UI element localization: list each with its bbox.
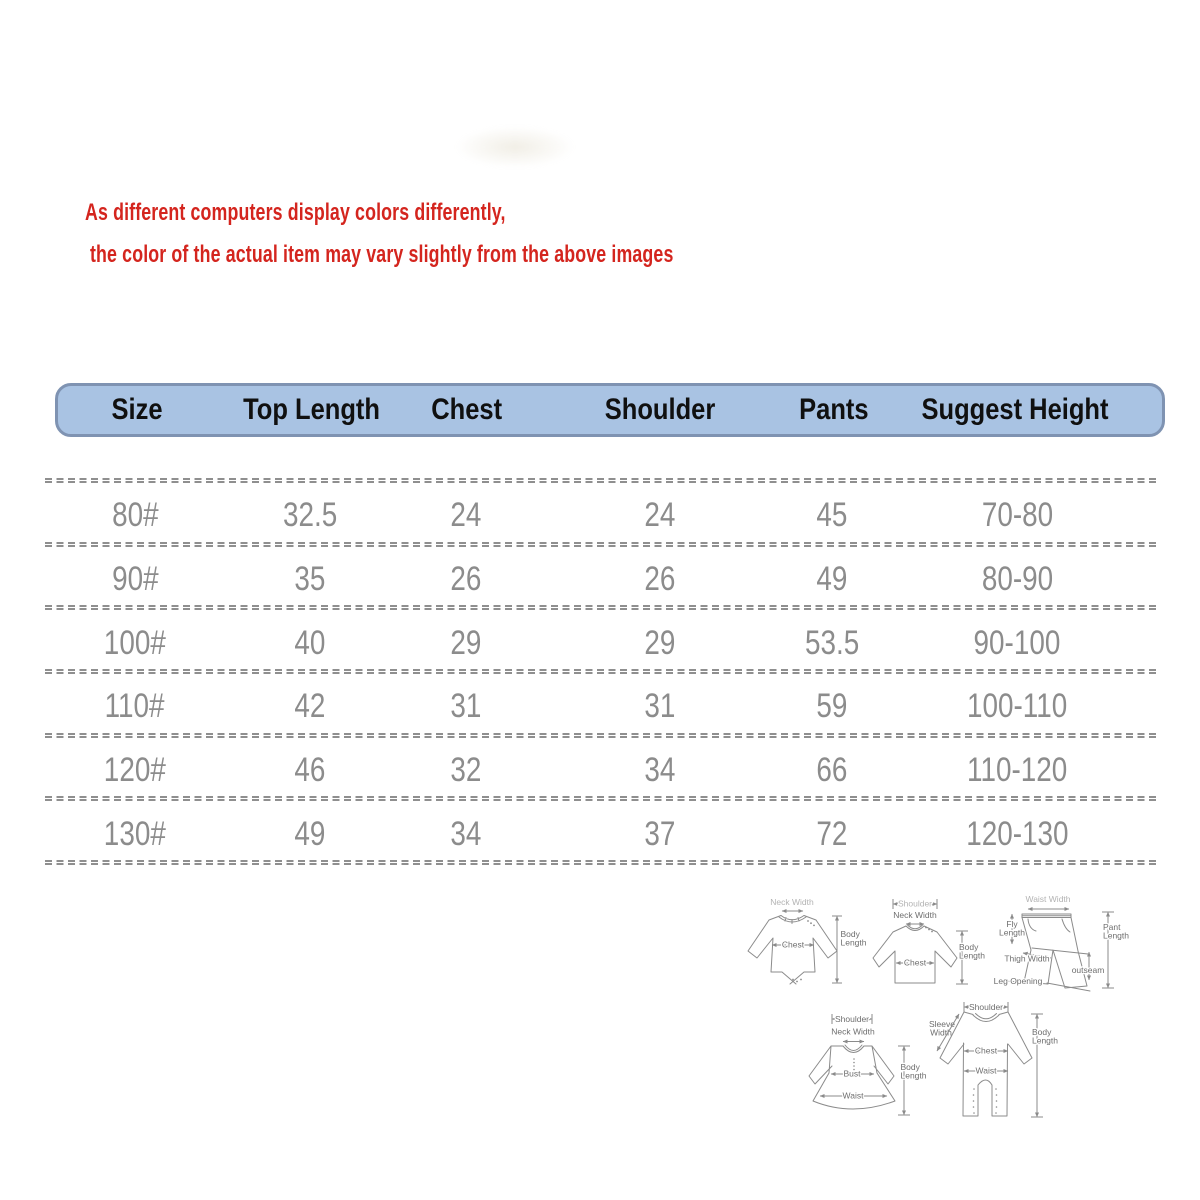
pants-fly-length-label: Fly — [1006, 919, 1018, 929]
size-table-body — [55, 478, 1165, 865]
bodysuit-neck-width-label: Neck Width — [770, 897, 814, 907]
bodysuit-outline — [748, 916, 837, 985]
table-cell-suggest-height: 100-110 — [967, 687, 1068, 726]
table-row — [55, 542, 1165, 606]
table-cell-size: 110# — [104, 687, 165, 726]
romper-snap-dot — [995, 1112, 997, 1114]
dress-body-length-label: Body — [900, 1062, 920, 1072]
table-cell-top-length: 35 — [294, 560, 326, 599]
shirt-body-length-label: Length — [959, 950, 985, 961]
romper-waist-label: Waist — [975, 1065, 997, 1076]
table-cell-top-length: 49 — [294, 814, 326, 853]
table-cell-pants: 59 — [816, 687, 848, 726]
table-cell-shoulder: 24 — [644, 496, 676, 535]
bodysuit-crotch-dot — [792, 979, 794, 981]
table-cell-shoulder: 37 — [644, 814, 676, 853]
bodysuit-body-length-label: Length — [840, 937, 867, 948]
romper-snap-dot — [973, 1088, 975, 1090]
romper-body-length-label: Length — [1032, 1035, 1058, 1046]
color-disclaimer-line1: As different computers display colors differently, — [85, 199, 506, 226]
header-cell-label: Suggest Height — [921, 393, 1109, 426]
table-cell-shoulder: 29 — [644, 623, 676, 662]
table-cell-chest: 29 — [450, 623, 482, 662]
table-cell-shoulder: 31 — [644, 687, 676, 726]
shirt-neck-width-label: Neck Width — [893, 910, 937, 920]
romper-snap-dot — [995, 1088, 997, 1090]
header-cell — [793, 393, 868, 427]
table-cell-size: 80# — [111, 496, 159, 535]
table-cell-suggest-height: 80-90 — [981, 560, 1053, 599]
shirt-outline — [873, 926, 957, 983]
table-cell-suggest-height: 120-130 — [966, 814, 1069, 853]
table-cell-chest: 26 — [450, 560, 482, 599]
pants-pockets — [1028, 919, 1070, 932]
measurement-diagrams — [740, 888, 1200, 1140]
romper-collar — [973, 1014, 999, 1022]
header-cell — [526, 393, 793, 427]
table-cell-pants: 66 — [816, 751, 848, 790]
dress-waist-label: Waist — [842, 1090, 864, 1101]
dress-collar — [843, 1045, 864, 1053]
table-cell-suggest-height: 90-100 — [973, 623, 1061, 662]
header-cell-label: Shoulder — [604, 393, 715, 426]
table-cell-chest: 31 — [450, 687, 482, 726]
pants-pant-length-label: Pant — [1103, 922, 1121, 932]
shirt-shoulder-label: Shoulder — [897, 898, 933, 909]
pants-leg-opening-label: Leg Opening — [993, 976, 1043, 986]
table-cell-pants: 53.5 — [804, 623, 860, 662]
header-cell-label: Pants — [799, 393, 869, 426]
romper-chest-label: Chest — [974, 1045, 998, 1056]
pants-diagram — [994, 894, 1130, 991]
header-cell — [58, 393, 217, 427]
bodysuit-crotch-dot — [800, 979, 802, 981]
table-cell-top-length: 42 — [294, 687, 326, 726]
romper-snap-dot — [996, 1094, 998, 1096]
pants-thigh-width-label: Thigh Width — [1004, 953, 1050, 964]
bodysuit-body-length-label: Body — [840, 929, 860, 939]
bodysuit-chest-label: Chest — [781, 939, 805, 950]
bodysuit-crotch-dot — [796, 981, 798, 983]
dress-shoulder-label: Shoulder — [834, 1013, 870, 1024]
table-cell-shoulder: 26 — [644, 560, 676, 599]
table-row — [55, 478, 1165, 542]
pants-pant-length-label: Length — [1103, 930, 1129, 941]
table-cell-top-length: 32.5 — [283, 496, 338, 535]
row-divider-dashes — [45, 796, 1157, 801]
romper-sleeve-width-label: Sleeve — [929, 1019, 955, 1029]
table-cell-shoulder: 34 — [644, 751, 676, 790]
dress-placket-dot — [853, 1062, 855, 1064]
faint-image-artifact — [455, 126, 575, 168]
shirt-chest-label: Chest — [903, 957, 927, 968]
bodysuit-snap-dot — [813, 925, 815, 927]
romper-body-length-label: Body — [1032, 1027, 1052, 1037]
table-cell-size: 100# — [103, 623, 166, 662]
romper-snap-dot — [973, 1112, 975, 1114]
row-divider-dashes — [45, 733, 1157, 738]
pants-outseam-label: outseam — [1071, 965, 1105, 975]
header-cell — [868, 393, 1162, 427]
header-cell-label: Chest — [431, 393, 502, 426]
table-cell-pants: 49 — [816, 560, 848, 599]
shirt-snap-dot — [928, 929, 930, 931]
bodysuit-collar — [779, 916, 806, 924]
table-cell-suggest-height: 70-80 — [981, 496, 1053, 535]
dress-neck-width-label: Neck Width — [831, 1026, 875, 1037]
bodysuit-diagram — [748, 897, 867, 984]
pants-waist-width-label: Waist Width — [1025, 894, 1071, 904]
row-divider-dashes — [45, 478, 1157, 483]
romper-snap-dot — [973, 1094, 975, 1096]
dress-diagram — [809, 1014, 927, 1115]
romper-snap-dot — [973, 1100, 975, 1102]
table-cell-pants: 45 — [816, 496, 848, 535]
header-cell — [407, 393, 526, 427]
romper-shoulder-label: Shoulder — [968, 1001, 1004, 1012]
table-cell-chest: 24 — [450, 496, 482, 535]
shirt-diagram — [873, 899, 985, 985]
table-row — [55, 796, 1165, 860]
romper-snap-dot — [973, 1106, 975, 1108]
table-cell-chest: 34 — [450, 814, 482, 853]
dress-placket-dot — [853, 1065, 855, 1067]
dress-body-length-label: Length — [900, 1070, 927, 1081]
table-cell-chest: 32 — [450, 751, 482, 790]
shirt-snap-dot — [931, 931, 933, 933]
shirt-collar — [906, 925, 924, 931]
bodysuit-snap-dot — [807, 920, 809, 922]
header-cell — [217, 393, 407, 427]
dress-bust-label: Bust — [843, 1068, 861, 1079]
table-cell-pants: 72 — [816, 814, 848, 853]
size-table-header — [55, 383, 1165, 437]
romper-snap-dot — [996, 1106, 998, 1108]
table-cell-size: 120# — [103, 751, 166, 790]
table-cell-top-length: 40 — [294, 623, 326, 662]
pants-waistband — [1022, 914, 1071, 918]
pants-fly-length-label: Length — [999, 927, 1025, 938]
table-cell-size: 130# — [103, 814, 166, 853]
table-cell-top-length: 46 — [294, 751, 326, 790]
header-cell-label: Top Length — [243, 393, 381, 426]
table-row — [55, 605, 1165, 669]
romper-snap-dot — [996, 1100, 998, 1102]
table-row — [55, 669, 1165, 733]
shirt-body-length-label: Body — [959, 942, 979, 952]
romper-sleeve-width-label: Width — [930, 1027, 952, 1038]
row-divider-dashes — [45, 542, 1157, 547]
romper-diagram — [929, 1002, 1058, 1117]
color-disclaimer-line2: the color of the actual item may vary slightly from the above images — [90, 241, 674, 268]
header-cell-label: Size — [111, 393, 163, 426]
row-divider-dashes — [45, 605, 1157, 610]
table-cell-size: 90# — [111, 560, 159, 599]
table-row — [55, 733, 1165, 797]
dress-placket-dot — [853, 1058, 855, 1060]
shirt-snap-dot — [925, 927, 927, 929]
table-cell-suggest-height: 110-120 — [967, 751, 1068, 790]
bodysuit-snap-dot — [810, 922, 812, 924]
table-bottom-dashes — [45, 860, 1157, 865]
row-divider-dashes — [45, 669, 1157, 674]
